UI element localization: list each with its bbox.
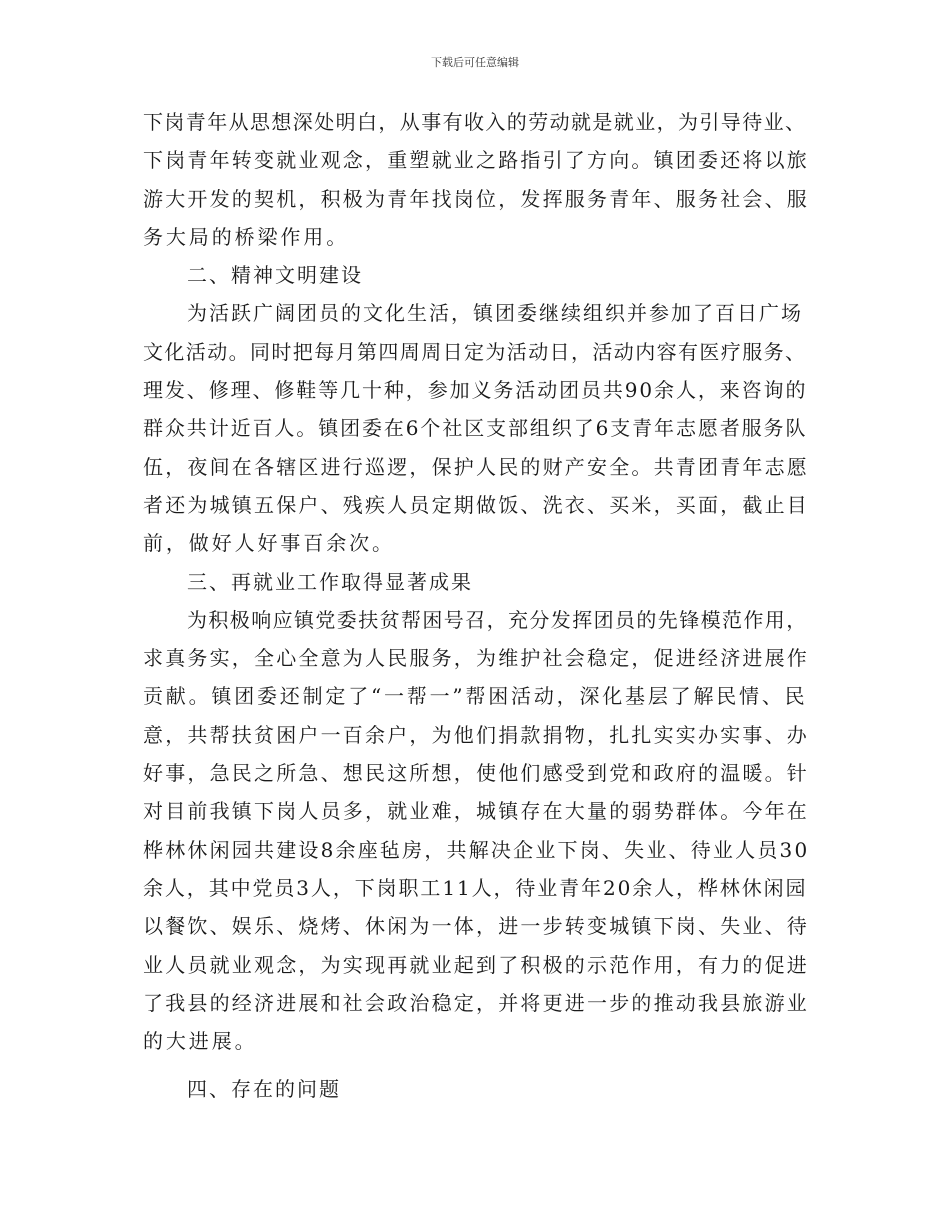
text-line: 了我县的经济进展和社会政治稳定，并将更进一步的推动我县旅游业 [143,990,809,1015]
text-line: 为积极响应镇党委扶贫帮困号召，充分发挥团员的先锋模范作用， [187,607,808,632]
text-line: 好事，急民之所急、想民这所想，使他们感受到党和政府的温暖。针 [143,761,809,786]
text-line: 理发、修理、修鞋等几十种，参加义务活动团员共90余人，来咨询的 [143,378,808,403]
text-line: 务大局的桥梁作用。 [143,224,350,249]
text-line: 者还为城镇五保户、残疾人员定期做饭、洗衣、买米，买面，截止目 [143,492,809,517]
text-line: 以餐饮、娱乐、烧烤、休闲为一体，进一步转变城镇下岗、失业、待 [143,914,809,939]
text-line: 对目前我镇下岗人员多，就业难，城镇存在大量的弱势群体。今年在 [143,799,809,824]
text-line: 余人，其中党员3人，下岗职工11人，待业青年20余人，桦林休闲园 [143,875,808,900]
page-header: 下载后可任意编辑 [431,56,519,69]
section-heading: 四、存在的问题 [187,1077,341,1102]
text-line: 群众共计近百人。镇团委在6个社区支部组织了6支青年志愿者服务队 [143,416,808,441]
text-line: 文化活动。同时把每月第四周周日定为活动日，活动内容有医疗服务、 [143,339,807,364]
section-heading: 二、精神文明建设 [187,263,363,288]
text-line: 意，共帮扶贫困户一百余户，为他们捐款捐物，扎扎实实办实事、办 [143,722,809,747]
text-line: 贡献。镇团委还制定了“一帮一”帮困活动，深化基层了解民情、民 [143,684,808,709]
spacer [143,1060,809,1070]
text-line: 的大进展。 [143,1029,258,1054]
text-line: 求真务实，全心全意为人民服务，为维护社会稳定，促进经济进展作 [143,646,809,671]
text-line: 伍，夜间在各辖区进行巡逻，保护人民的财产安全。共青团青年志愿 [143,454,809,479]
text-line: 业人员就业观念，为实现再就业起到了积极的示范作用，有力的促进 [143,952,809,977]
text-line: 桦林休闲园共建设8余座毡房，共解决企业下岗、失业、待业人员30 [143,837,810,862]
text-line: 游大开发的契机，积极为青年找岗位，发挥服务青年、服务社会、服 [143,186,809,211]
section-heading: 三、再就业工作取得显著成果 [187,569,473,594]
text-line: 为活跃广阔团员的文化生活，镇团委继续组织并参加了百日广场 [187,301,803,326]
text-line: 下岗青年转变就业观念，重塑就业之路指引了方向。镇团委还将以旅 [143,148,809,173]
text-line: 下岗青年从思想深处明白，从事有收入的劳动就是就业，为引导待业、 [143,110,807,134]
text-line: 前，做好人好事百余次。 [143,531,395,556]
document-body [143,103,809,1109]
